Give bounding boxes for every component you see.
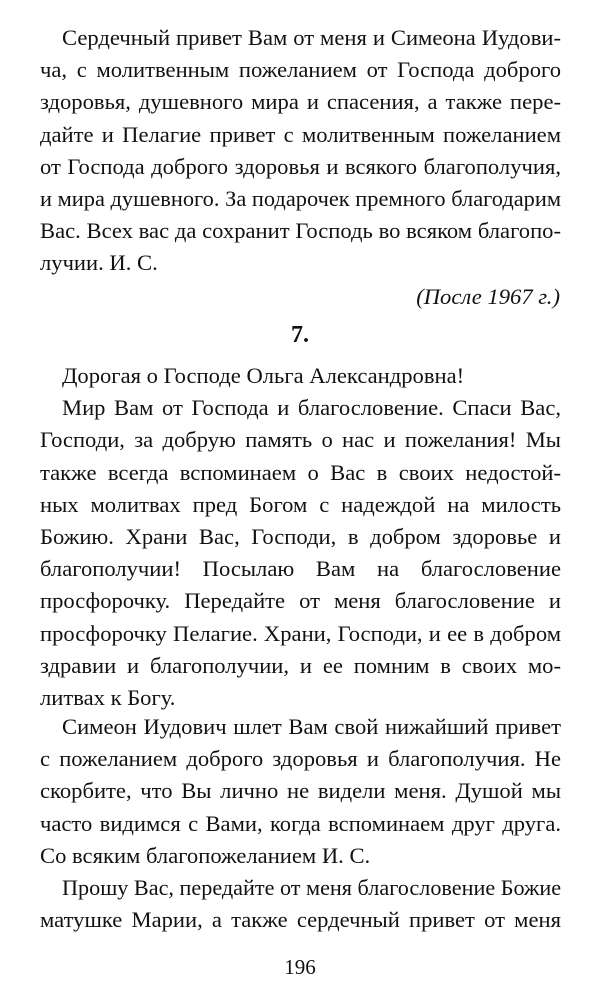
text-line: ных молитвах пред Богом с надеждой на милость bbox=[40, 491, 561, 517]
text-line: Господи, за добрую память о нас и пожелания! Мы bbox=[40, 427, 561, 453]
text-line: литвах к Богу. bbox=[40, 684, 176, 710]
letter-number: 7. bbox=[291, 322, 309, 348]
text-line: Сердечный привет Вам от меня и Симеона Иудови- bbox=[62, 25, 561, 50]
text-line: Божию. Храни Вас, Господи, в добром здоровье и bbox=[40, 523, 561, 549]
paragraph-2 bbox=[40, 360, 561, 714]
greeting: Дорогая о Господе Ольга Александровна! bbox=[62, 363, 465, 388]
page-number: 196 bbox=[284, 955, 316, 979]
text-line: просфорочку. Передайте от меня благословение и bbox=[40, 588, 561, 614]
text-line: и мира душевного. За подарочек премного благодарим bbox=[40, 185, 561, 211]
text-line: с пожеланием доброго здоровья и благополучия. Не bbox=[40, 746, 561, 772]
text-line: Прошу Вас, передайте от меня благословение Божие bbox=[62, 875, 562, 900]
text-line: от Господа доброго здоровья и всякого благополучия, bbox=[40, 153, 561, 179]
text-line: скорбите, что Вы лично не видели меня. Душой мы bbox=[40, 778, 561, 804]
text-line: ча, с молитвенным пожеланием от Господа доброго bbox=[40, 57, 561, 83]
date-note: (После 1967 г.) bbox=[416, 284, 560, 309]
paragraph-4 bbox=[40, 872, 561, 936]
text-line: Мир Вам от Господа и благословение. Спаси Вас, bbox=[62, 395, 561, 421]
text-line: лучии. И. С. bbox=[40, 250, 158, 276]
text-line: здоровья, душевного мира и спасения, а также пере- bbox=[40, 89, 561, 115]
text-line: часто видимся с Вами, когда вспоминаем друг друга. bbox=[40, 810, 561, 836]
text-line: здравии и благополучии, и ее помним в своих мо- bbox=[40, 652, 561, 678]
paragraph-3 bbox=[40, 711, 561, 872]
text-line: благополучии! Посылаю Вам на благословение bbox=[40, 556, 561, 582]
text-line: дайте и Пелагие привет с молитвенным пожеланием bbox=[40, 121, 561, 147]
text-line: также всегда вспоминаем о Вас в своих недостой- bbox=[40, 459, 561, 485]
text-line: Симеон Иудович шлет Вам свой нижайший привет bbox=[62, 714, 561, 739]
text-line: Со всяким благопожеланием И. С. bbox=[40, 842, 371, 868]
text-line: Вас. Всех вас да сохранит Господь во всяком благопо- bbox=[40, 218, 561, 244]
paragraph-1 bbox=[40, 22, 561, 280]
text-line: матушке Марии, а также сердечный привет от меня bbox=[40, 907, 561, 933]
text-line: просфорочку Пелагие. Храни, Господи, и ее в добром bbox=[40, 620, 561, 646]
